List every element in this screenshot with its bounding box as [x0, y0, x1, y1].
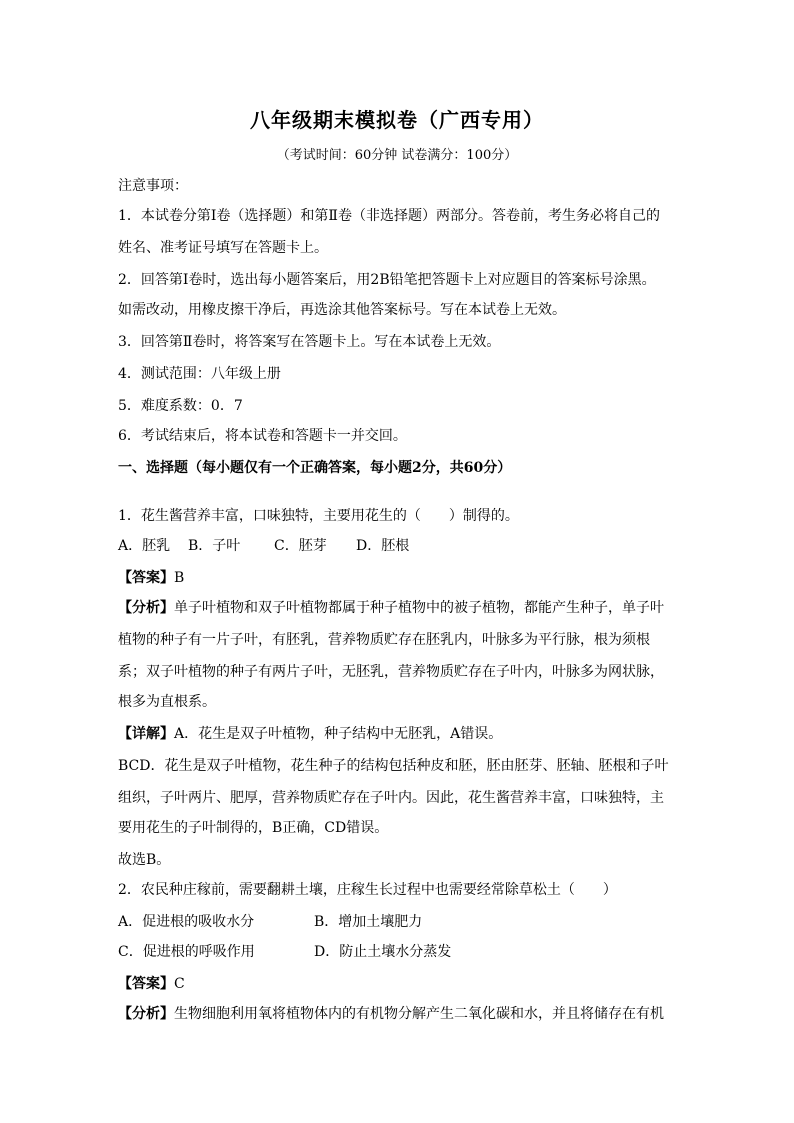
option-d: D．胚根 [356, 538, 410, 554]
notice-line: 2．回答第Ⅰ卷时，选出每小题答案后，用2B铅笔把答题卡上对应题目的答案标号涂黑。 [118, 272, 656, 288]
notice-line: 如需改动，用橡皮擦干净后，再选涂其他答案标号。写在本试卷上无效。 [118, 302, 566, 318]
analysis-text: 单子叶植物和双子叶植物都属于种子植物中的被子植物，都能产生种子，单子叶 [174, 600, 664, 616]
conclusion: 故选B。 [118, 852, 171, 868]
answer-tag: 【答案】 [118, 976, 174, 992]
answer-line [118, 568, 184, 588]
detail-text: 组织，子叶两片、肥厚，营养物质贮存在子叶内。因此，花生酱营养丰富，口味独特，主 [118, 790, 664, 806]
option-d: D．防止土壤水分蒸发 [314, 944, 452, 960]
option-c: C．促进根的呼吸作用 [118, 944, 255, 960]
notice-line: 4．测试范围：八年级上册 [118, 366, 281, 382]
analysis-text: 生物细胞利用氧将植物体内的有机物分解产生二氧化碳和水，并且将储存在有机 [174, 1006, 664, 1022]
analysis-text: 系；双子叶植物的种子有两片子叶，无胚乳，营养物质贮存在子叶内，叶脉多为网状脉， [118, 664, 664, 680]
detail-text: BCD．花生是双子叶植物，花生种子的结构包括种皮和胚，胚由胚芽、胚轴、胚根和子叶 [118, 758, 669, 774]
notice-line: 1．本试卷分第Ⅰ卷（选择题）和第Ⅱ卷（非选择题）两部分。答卷前，考生务必将自己的 [118, 208, 660, 224]
section-heading: 一、选择题（每小题仅有一个正确答案，每小题2分，共60分） [118, 460, 512, 476]
notice-line: 姓名、准考证号填写在答题卡上。 [118, 240, 328, 256]
question-1-stem: 1．花生酱营养丰富，口味独特，主要用花生的（ ）制得的。 [118, 508, 519, 524]
option-a: A．促进根的吸收水分 [118, 914, 255, 930]
analysis-line [118, 598, 664, 618]
option-a: A．胚乳 [118, 538, 171, 554]
notice-line: 3．回答第Ⅱ卷时，将答案写在答题卡上。写在本试卷上无效。 [118, 334, 501, 350]
detail-tag: 【详解】 [118, 726, 174, 742]
notice-line: 5．难度系数：0．7 [118, 398, 243, 414]
analysis-tag: 【分析】 [118, 600, 174, 616]
question-2-options-row-1 [118, 912, 422, 932]
question-2-stem: 2．农民种庄稼前，需要翻耕土壤，庄稼生长过程中也需要经常除草松土（ ） [118, 882, 617, 898]
answer-value: C [174, 976, 185, 992]
analysis-line [118, 1004, 664, 1024]
answer-tag: 【答案】 [118, 570, 174, 586]
notice-heading: 注意事项： [118, 178, 188, 194]
question-1-options [118, 536, 409, 556]
option-c: C．胚芽 [274, 538, 327, 554]
question-2-options-row-2 [118, 942, 451, 962]
option-b: B．增加土壤肥力 [314, 914, 423, 930]
analysis-text: 植物的种子有一片子叶，有胚乳，营养物质贮存在胚乳内，叶脉多为平行脉，根为须根 [118, 632, 650, 648]
answer-line [118, 974, 185, 994]
option-b: B．子叶 [188, 538, 241, 554]
page-title: 八年级期末模拟卷（广西专用） [250, 108, 544, 132]
detail-line [118, 724, 502, 744]
answer-value: B [174, 570, 185, 586]
detail-text: 要用花生的子叶制得的，B正确，CD错误。 [118, 820, 389, 836]
detail-text: A．花生是双子叶植物，种子结构中无胚乳，A错误。 [174, 726, 503, 742]
analysis-text: 根多为直根系。 [118, 694, 216, 710]
notice-line: 6．考试结束后，将本试卷和答题卡一并交回。 [118, 428, 407, 444]
analysis-tag: 【分析】 [118, 1006, 174, 1022]
exam-info: （考试时间：60分钟 试卷满分：100分） [276, 148, 518, 163]
